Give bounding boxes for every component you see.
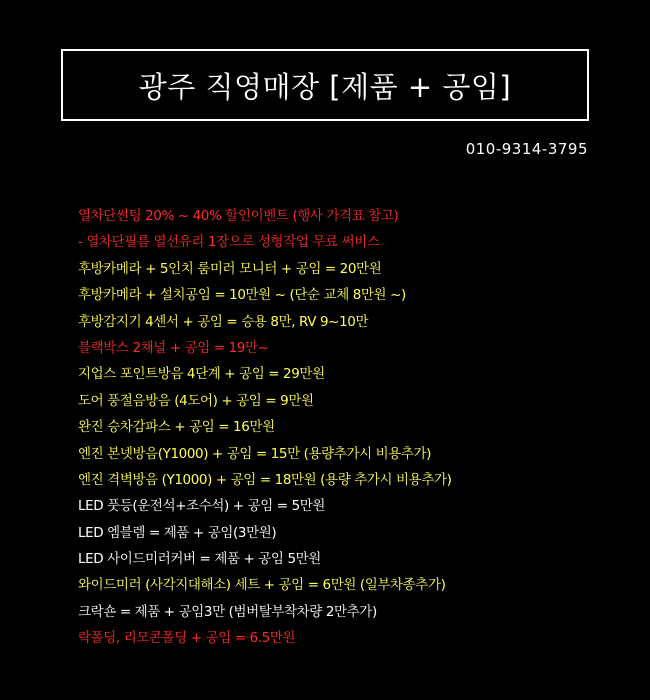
list-item: 엔진 본넷방음(Y1000) + 공임 = 15만 (용량추가시 비용추가) bbox=[78, 445, 432, 462]
list-item: - 열차단필름 열선유리 1장으로 성형작업 무료 써비스 bbox=[78, 234, 380, 251]
list-item: 열차단썬팅 20% ~ 40% 할인이벤트 (행사 가격표 참고) bbox=[78, 208, 399, 224]
list-item: LED 풋등(운전석+조수석) + 공임 = 5만원 bbox=[78, 498, 326, 515]
list-item: 완진 승차감파스 + 공임 = 16만원 bbox=[78, 419, 275, 436]
list-item: 와이드미러 (사각지대해소) 세트 + 공임 = 6만원 (일부차종추가) bbox=[78, 577, 446, 594]
phone-number: 010-9314-3795 bbox=[465, 140, 588, 158]
list-item: 지업스 포인트방음 4단계 + 공임 = 29만원 bbox=[78, 366, 325, 383]
list-item: 엔진 격벽방음 (Y1000) + 공임 = 18만원 (용량 추가시 비용추가) bbox=[78, 471, 452, 488]
list-item: 블랙박스 2채널 + 공임 = 19만~ bbox=[78, 339, 269, 356]
list-item: 후방감지기 4센서 + 공임 = 승용 8만, RV 9~10만 bbox=[78, 313, 369, 330]
list-item: 후방카메라 + 설치공임 = 10만원 ~ (단순 교체 8만원 ~) bbox=[78, 287, 406, 304]
title-box bbox=[61, 49, 589, 121]
page-title: 광주 직영매장 [제품 + 공임] bbox=[138, 69, 512, 104]
price-list bbox=[78, 203, 451, 652]
list-item: LED 엠블렘 = 제품 + 공임(3만원) bbox=[78, 524, 277, 541]
list-item: 후방카메라 + 5인치 룸미러 모니터 + 공임 = 20만원 bbox=[78, 260, 382, 277]
list-item: 크락숀 = 제품 + 공임3만 (범버탈부착차량 2만추가) bbox=[78, 603, 377, 620]
list-item: LED 사이드미러커버 = 제품 + 공임 5만원 bbox=[78, 551, 321, 568]
list-item: 락폴딩, 리모콘폴딩 + 공임 = 6.5만원 bbox=[78, 630, 296, 647]
list-item: 도어 풍절음방음 (4도어) + 공임 = 9만원 bbox=[78, 392, 314, 409]
